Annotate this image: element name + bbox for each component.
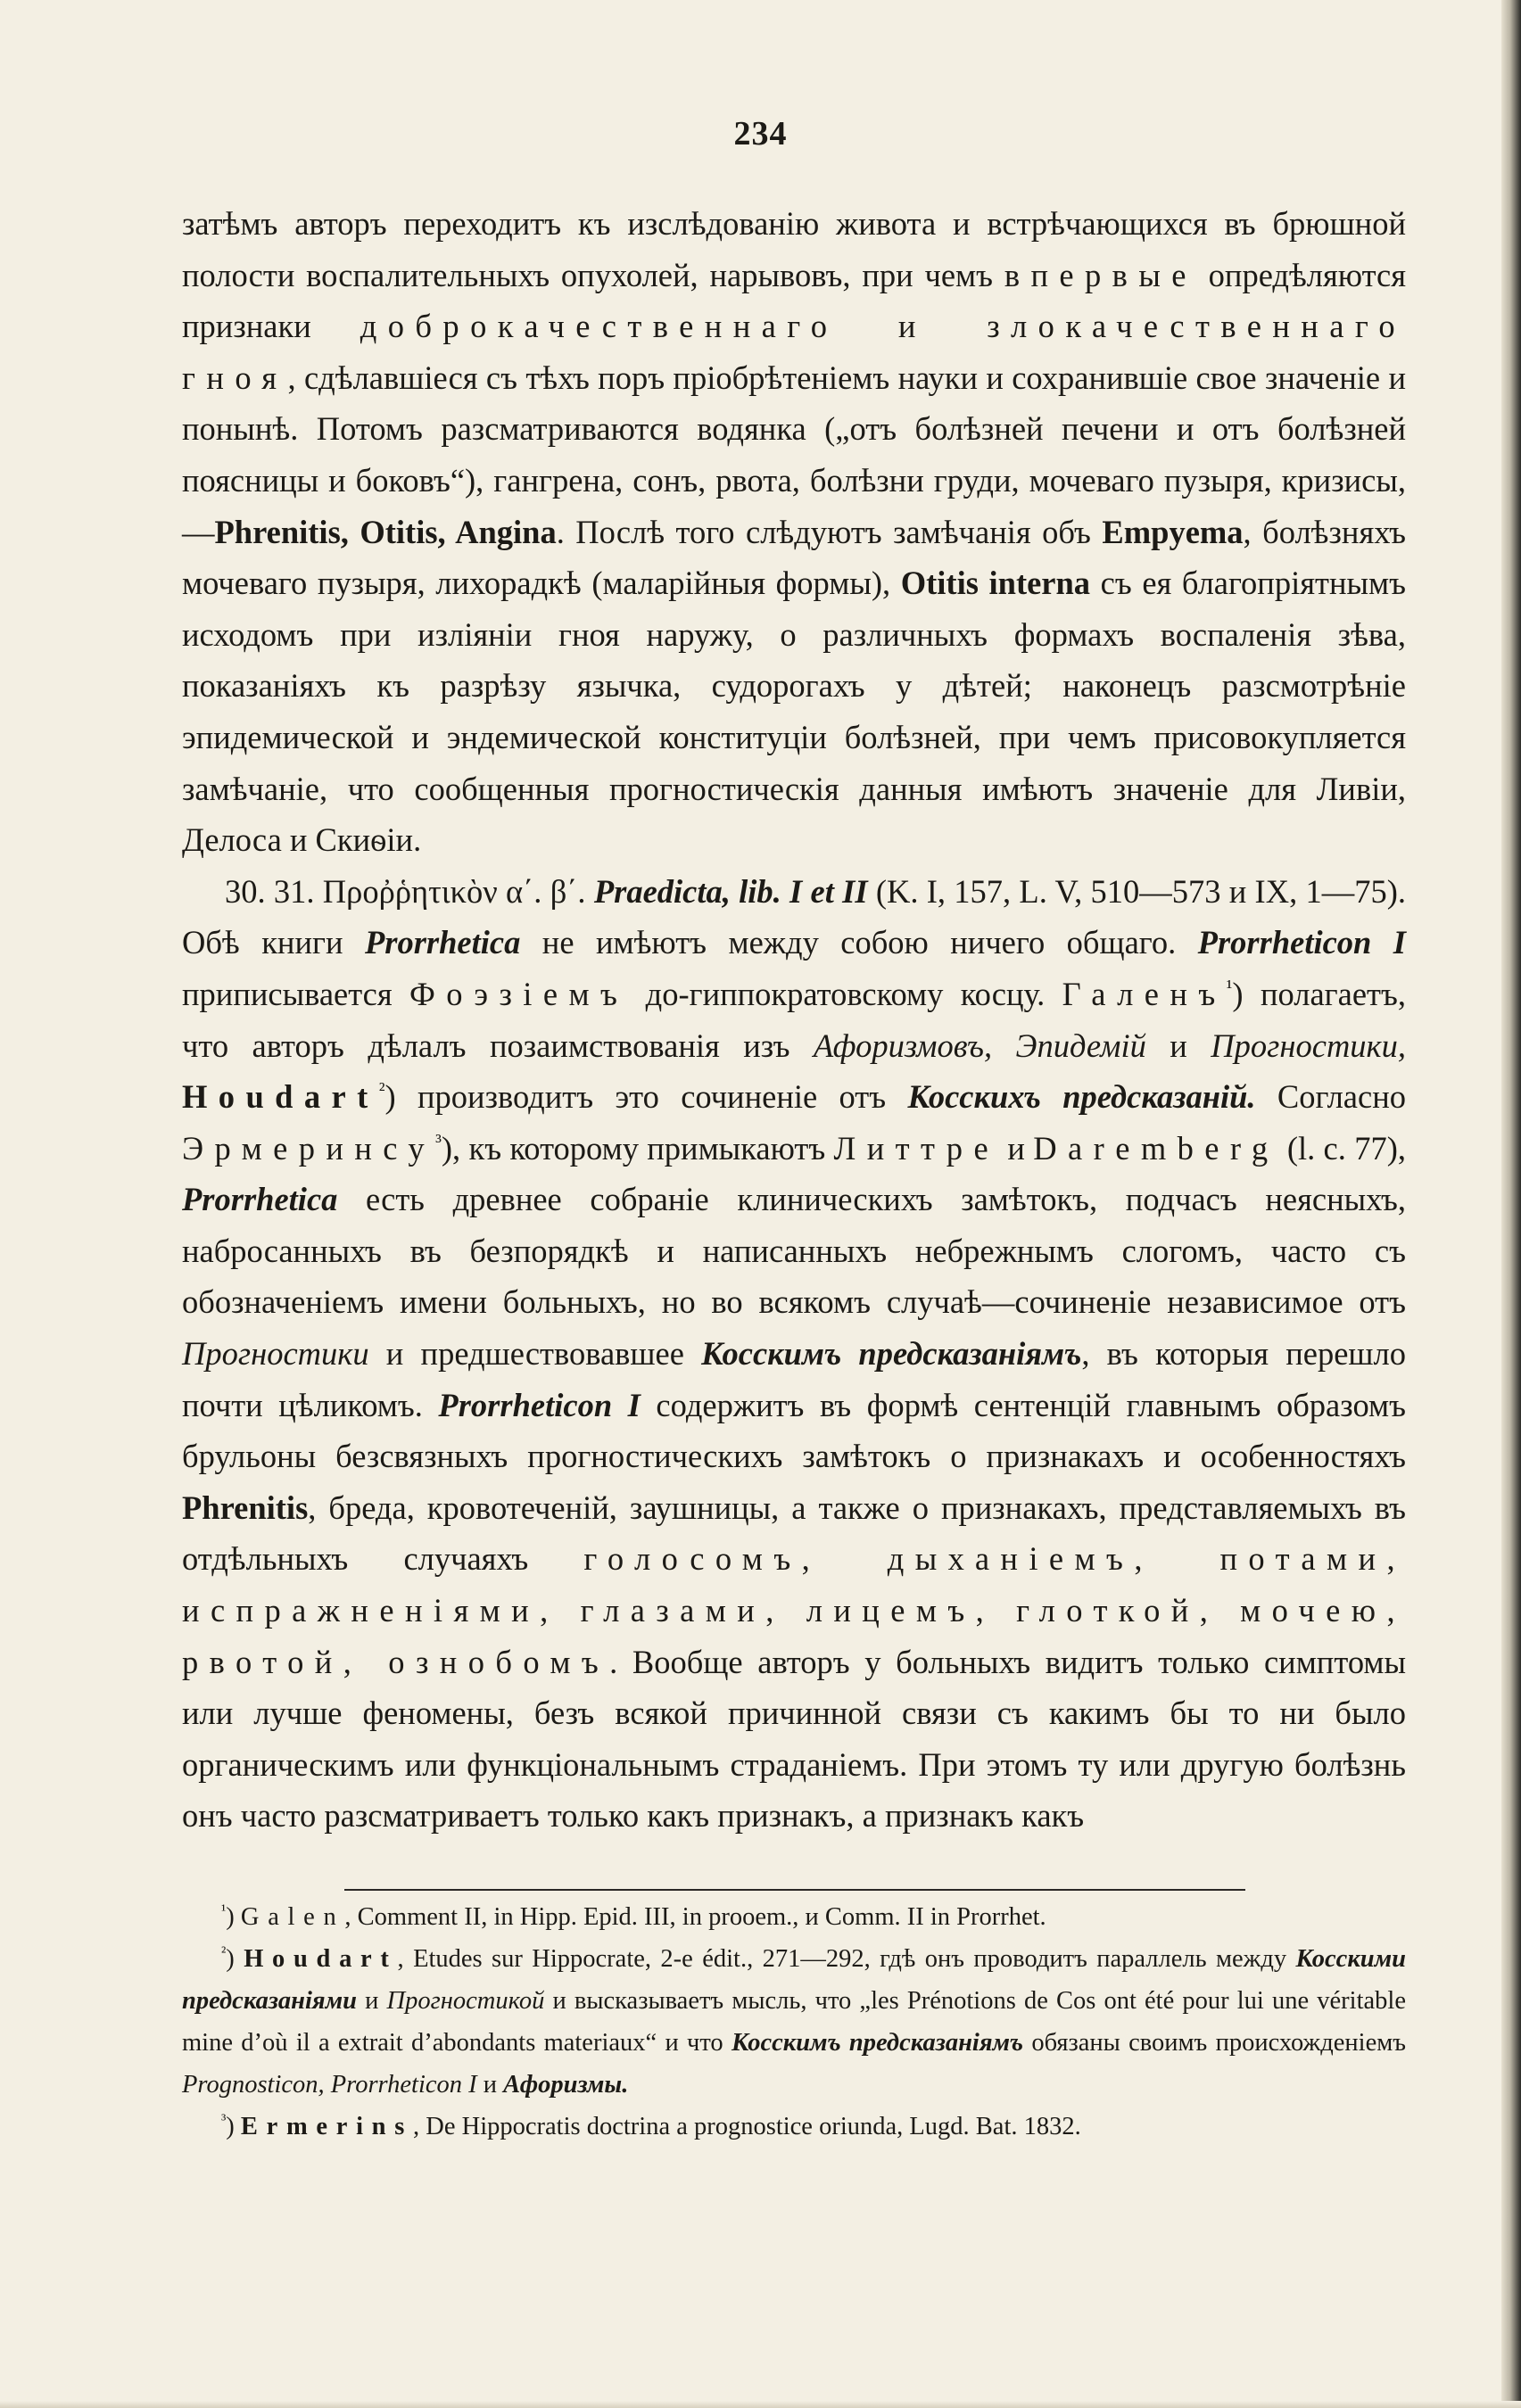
footnote-1-run: Galen	[240, 1903, 345, 1931]
paragraph-1-run: съ ея благопріятнымъ исходомъ при изліяніи гноя наружу, о различныхъ формахъ воспаленія зѣва, показаніяхъ къ разрѣзу язычка, судорогахъ у дѣтей; наконецъ разсмотрѣніе эпидемической и эндемической конституціи болѣзней, при чемъ присовокупляется замѣчаніе, что сообщенныя прогностическія данныя имѣютъ значеніе для Ливіи, Делоса и Скиѳіи.	[182, 565, 1406, 859]
paragraph-2-run: , въ которыя перешло почти цѣликомъ.	[182, 1335, 1406, 1423]
paragraph-2-run: Косскихъ предсказаній.	[907, 1078, 1256, 1116]
page-edge-shadow	[1501, 0, 1521, 2408]
paragraph-2-run: голосомъ, дыханіемъ, потами, испражненіями, глазами, лицемъ, глоткой, мочею, рвотой, ознобомъ	[182, 1540, 1406, 1680]
footnote-1-run: , Comment II, in Hipp. Epid. III, in prooem., и Comm. II in Prorrhet.	[344, 1903, 1046, 1931]
paragraph-2-run: Согласно	[1255, 1078, 1406, 1116]
paragraph-2-run: Prorrheticon I	[1197, 924, 1406, 961]
paragraph-1-run: Phrenitis, Otitis, Angina	[214, 513, 557, 550]
paragraph-2-run: не имѣютъ между собою ничего общаго.	[520, 924, 1198, 961]
paragraph-2-run: Prorrhetica	[182, 1181, 338, 1218]
paragraph-1-run: . Послѣ того слѣдуютъ замѣчанія объ	[556, 513, 1103, 550]
footnote-3-run: )	[226, 2113, 241, 2140]
paragraph-2-run: ), къ которому примыкаютъ	[441, 1129, 834, 1167]
footnote-2-run: Houdart	[244, 1945, 398, 1973]
main-text	[182, 198, 1406, 1842]
paragraph-2-run: Эрмеринсу	[182, 1129, 436, 1167]
paragraph-2-run: Литтре	[833, 1129, 1000, 1167]
paragraph-2-run: Косскимъ предсказаніямъ	[701, 1335, 1082, 1373]
footnotes	[182, 1896, 1406, 2148]
paragraph-2-run: Prorrhetica	[364, 924, 521, 961]
paragraph-1-run: , сдѣлавшіеся съ тѣхъ поръ пріобрѣтеніемъ науки и сохранившіе свое значеніе и понынѣ. Потомъ разсматриваются водянка („отъ болѣзней печени и отъ болѣзней поясницы и боковъ“), гангрена, сонъ, рвота, болѣзни груди, мочеваго пузыря, кризисы,—	[182, 359, 1406, 550]
footnote-2-run: и	[356, 1987, 387, 2015]
page-bottom-edge	[0, 2401, 1521, 2408]
paragraph-2-run: , бреда, кровотеченій, заушницы, а также о признакахъ, представляемыхъ въ отдѣльныхъ случаяхъ	[182, 1489, 1406, 1578]
paragraph-2-run: Прогностики,	[1211, 1027, 1406, 1064]
paragraph-1-run: , болѣзняхъ мочеваго пузыря, лихорадкѣ (маларійныя формы),	[182, 513, 1406, 602]
paragraph-2-run: ) производитъ это сочиненіе отъ	[384, 1078, 908, 1116]
paragraph-2-run: Phrenitis	[182, 1489, 309, 1526]
paragraph-2-run: содержитъ въ формѣ сентенцій главнымъ образомъ брульоны безсвязныхъ прогностическихъ замѣтокъ о признакахъ и особенностяхъ	[182, 1386, 1406, 1475]
footnote-2-run: Косскимъ предсказаніямъ	[731, 2029, 1024, 2057]
footnote-3-run: , De Hippocratis doctrina a prognostice oriunda, Lugd. Bat. 1832.	[413, 2113, 1081, 2140]
paragraph-2-run: до-гиппократовскому косцу.	[628, 975, 1062, 1012]
footnote-1-run: )	[226, 1903, 241, 1931]
footnote-1	[182, 1896, 1406, 1938]
paragraph-2-run: приписывается	[182, 975, 410, 1012]
footnote-2-run: Афоризмы.	[503, 2071, 629, 2099]
paragraph-2-run: и	[999, 1129, 1034, 1167]
footnote-2-run: )	[226, 1945, 244, 1973]
footnote-2-run: и высказываетъ мысль, что „les Prénotions de Cos ont été pour lui une véritable mine d’où il a extrait d’abondants materiaux“ и что	[182, 1987, 1406, 2057]
footnote-2-run: Косскими предсказаніями	[182, 1945, 1406, 2015]
footnote-2-run: Прогностикой	[386, 1987, 545, 2015]
paragraph-1-run: Otitis interna	[900, 565, 1091, 602]
footnote-3	[182, 2106, 1406, 2148]
paragraph-2-run: Прогностики	[182, 1335, 369, 1373]
paragraph-2-run: Фоэзіемъ	[409, 975, 629, 1012]
paragraph-2-run: Галенъ	[1062, 975, 1227, 1012]
paragraph-2-run: (l. c. 77),	[1278, 1129, 1406, 1167]
footnote-2-run: обязаны своимъ происхожденіемъ	[1023, 2029, 1406, 2057]
paragraph-2-run: и предшествовавшее	[368, 1335, 702, 1373]
footnote-2	[182, 1938, 1406, 2106]
paragraph-1-run: Empyema	[1102, 513, 1244, 550]
paragraph-2-run: Афоризмовъ, Эпидемій	[813, 1027, 1146, 1064]
paragraph-1-run: впервые	[1004, 256, 1197, 293]
paragraph-2-run: 30. 31. Προῤῥητικὸν α΄. β΄.	[225, 872, 594, 910]
paragraph-2-run: ) полагаетъ, что авторъ дѣлалъ позаимствованія изъ	[182, 975, 1406, 1064]
footnote-3-run: ³	[221, 2110, 227, 2129]
paragraph-2-run: Prorrheticon I	[438, 1386, 641, 1423]
paragraph-1-run: опредѣляются признаки	[182, 256, 1406, 345]
footnote-divider	[344, 1889, 1245, 1891]
paragraph-2-run: есть древнее собраніе клиническихъ замѣтокъ, подчасъ неясныхъ, набросанныхъ въ безпорядкѣ и написанныхъ небрежнымъ слогомъ, часто съ обозначеніемъ имени больныхъ, но во всякомъ случаѣ—сочиненіе независимое отъ	[182, 1181, 1406, 1321]
page-number: 234	[733, 115, 788, 153]
paragraph-1-run: затѣмъ авторъ переходитъ къ изслѣдованію живота и встрѣчающихся въ брюшной полости воспалительныхъ опухолей, нарывовъ, при чемъ	[182, 205, 1406, 293]
footnote-1-run: ¹	[221, 1901, 227, 1919]
footnote-2-run: , Etudes sur Hippocrate, 2-e édit., 271—292, гдѣ онъ проводитъ параллель между	[397, 1945, 1296, 1973]
footnote-3-run: Ermerins	[240, 2113, 414, 2140]
paragraph-2-run: Praedicta, lib. I et II	[593, 872, 868, 910]
paragraph-2-run: (K. I, 157, L. V, 510—573 и IX, 1—75). Обѣ книги	[182, 872, 1406, 961]
paragraph-2-run: ¹	[1226, 975, 1233, 998]
paragraph-2-run: ²	[378, 1077, 385, 1101]
paragraph-1-run: доброкачественнаго и злокачественнаго гноя	[182, 308, 1406, 396]
footnote-2-run: и	[476, 2071, 504, 2099]
paragraph-2-run: . Вообще авторъ у больныхъ видитъ только симптомы или лучше феномены, безъ всякой причинной связи съ какимъ бы то ни было органическимъ или функціональнымъ страданіемъ. При этомъ ту или другую болѣзнь онъ часто разсматриваетъ только какъ признакъ, а признакъ какъ	[182, 1643, 1406, 1835]
paragraph-2	[182, 866, 1406, 1842]
paragraph-2-run: и	[1145, 1027, 1211, 1064]
paragraph-1	[182, 198, 1406, 866]
paragraph-2-run: ³	[435, 1129, 442, 1152]
paragraph-2-run: Houdart	[182, 1078, 379, 1116]
paragraph-2-run: Daremberg	[1033, 1129, 1279, 1167]
footnote-2-run: Prognosticon, Prorrheticon I	[182, 2071, 477, 2099]
footnote-2-run: ²	[221, 1942, 227, 1961]
